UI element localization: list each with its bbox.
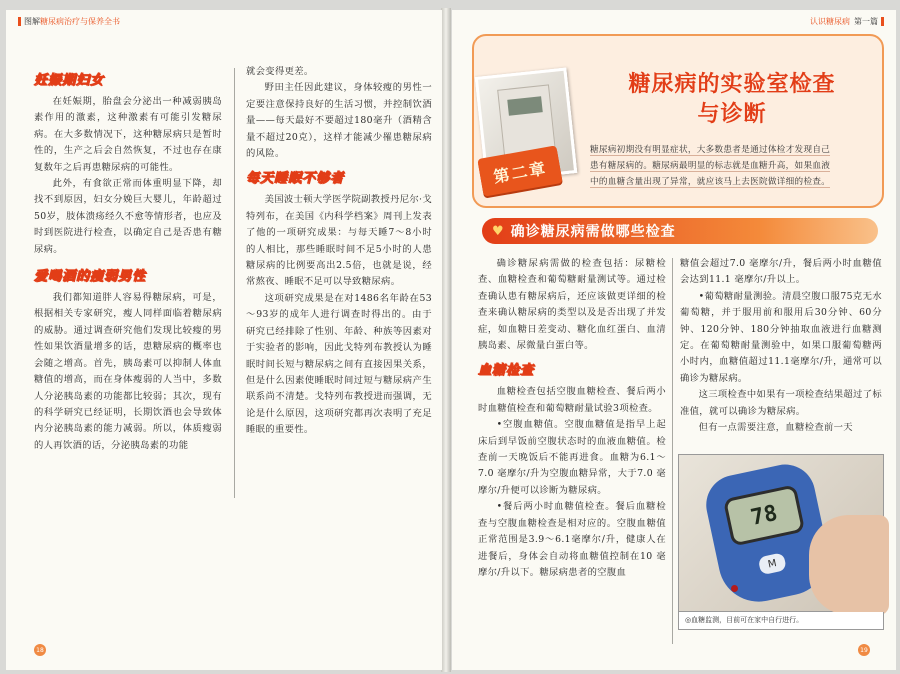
running-head-part: 第一篇 xyxy=(854,17,878,26)
paragraph: 野田主任因此建议，身体较瘦的男性一定要注意保持良好的生活习惯，并控制饮酒量——每天最好不要超过180毫升（酒精含量不超过20克），这样才能减少罹患糖尿病的风险。 xyxy=(246,82,432,160)
paragraph: 在妊娠期，胎盘会分泌出一种减弱胰岛素作用的激素，这种激素有可能引发糖尿病。在大多数情况下，这种糖尿病只是暂时性的，生产之后会自然恢复，不过也存在康复数年之后再患糖尿病的可能性。 xyxy=(34,96,222,173)
hand-image xyxy=(809,515,889,615)
paragraph: 但有一点需要注意，血糖检查前一天 xyxy=(698,422,853,434)
right-column-1 xyxy=(478,256,666,581)
paragraph: •葡萄糖耐量测验。清晨空腹口服75克无水葡萄糖，并于服用前和服用后30分钟、60分钟、120分钟、180分钟抽取血液进行血糖测定。在葡萄糖耐量测验中，如果口服葡萄糖两小时内，血糖值超过11.1毫摩尔/升，通常可以确诊为糖尿病。 xyxy=(680,290,882,384)
subheading-thin-male-drinkers: 爱喝酒的瘦弱男性 xyxy=(34,269,147,285)
running-head-marker xyxy=(881,17,884,26)
running-head-left xyxy=(18,16,120,27)
chapter-intro xyxy=(590,142,878,190)
meter-reading: 78 xyxy=(723,484,805,546)
left-page xyxy=(6,10,442,670)
paragraph: 确诊糖尿病需做的检查包括：尿糖检查、血糖检查和葡萄糖耐量测试等。通过检查确认患有糖尿病后，还应该做更详细的检查来确认糖尿病的类型以及是否出现了并发症，如血糖日差变动、糖化血红蛋白、血清胰岛素、尿微量白蛋白等。 xyxy=(478,258,666,352)
paragraph: 这项研究成果是在对1486名年龄在53～93岁的成年人进行调查时得出的。由于研究已经排除了性别、年龄、种族等因素对于实验者的影响，因此戈特列布教授认为睡眠时间长短与糖尿病之间有直接因果关系，但是什么因素使睡眠时间过短与糖尿病产生联系尚不清楚。戈特列布教授进而强调，无论是什么原因，这项研究都再次表明了充足睡眠的重要性。 xyxy=(246,292,432,436)
meter-button-label: M xyxy=(758,552,787,575)
chapter-banner xyxy=(472,34,884,208)
left-column-2 xyxy=(246,64,432,439)
column-divider xyxy=(234,68,235,498)
paragraph: 糖值会超过7.0 毫摩尔/升，餐后两小时血糖值会达到11.1 毫摩尔/升以上。 xyxy=(680,258,882,286)
right-column-2 xyxy=(680,256,882,436)
section-title: 确诊糖尿病需做哪些检查 xyxy=(510,224,676,240)
running-head-book-title: 糖尿病治疗与保养全书 xyxy=(40,17,120,26)
left-column-1 xyxy=(34,66,222,454)
running-head-right xyxy=(810,16,884,27)
chapter-title-line-2: 与诊断 xyxy=(697,102,767,127)
right-page xyxy=(452,10,896,670)
page-number-right: 19 xyxy=(858,644,870,656)
photo-caption: ◎血糖监测，目前可在家中自行进行。 xyxy=(678,612,884,630)
page-number-left: 18 xyxy=(34,644,46,656)
glucose-meter-photo xyxy=(678,454,884,612)
book-gutter xyxy=(441,8,451,672)
chapter-intro-line: 中的血糖含量出现了异常，就应该马上去医院做详细的检查。 xyxy=(590,177,831,187)
paragraph: 我们都知道胖人容易得糖尿病，可是，根据相关专家研究，瘦人同样面临着糖尿病的威胁。通过调查研究他们发现比较瘦的男性如果饮酒量增多的话，患糖尿病的概率也会随之增高。首先，胰岛素可以抑制人体血糖值的增高，而在身体瘦弱的人当中，多数人分泌胰岛素的功能都比较弱；其次，现有的科学研究已经证明，长期饮酒也会导致体内分泌胰岛素的能力减弱。所以，体质瘦弱的人再饮酒的话，分泌胰岛素的功能 xyxy=(34,292,222,451)
paragraph: 血糖检查包括空腹血糖检查、餐后两小时血糖值检查和葡萄糖耐量试验3项检查。 xyxy=(478,386,666,414)
paragraph: •空腹血糖值。空腹血糖值是指早上起床后到早饭前空腹状态时的血液血糖值。检查前一天晚饭后不能再进食。血糖为6.1～7.0 毫摩尔/升为空腹血糖异常，大于7.0 毫摩尔/升便可以诊断为糖尿病。 xyxy=(478,419,666,496)
chapter-intro-line: 患有糖尿病的。糖尿病最明显的标志就是血糖升高，如果血液 xyxy=(590,161,831,171)
paragraph: 美国波士顿大学医学院副教授丹尼尔·戈特列布，在美国《内科学档案》周刊上发表了他的一项研究成果：与每天睡7～8小时的人相比，那些睡眠时间不足5小时的人患糖尿病的比例要高出2.5倍，也就是说，经常熬夜、睡眠不足可以导致糖尿病。 xyxy=(246,194,432,288)
column-divider xyxy=(672,258,673,644)
chapter-title xyxy=(592,70,872,130)
subheading-pregnant-women: 妊娠期妇女 xyxy=(34,73,105,88)
paragraph: 就会变得更差。 xyxy=(246,66,314,77)
paragraph: 这三项检查中如果有一项检查结果超过了标准值，就可以确诊为糖尿病。 xyxy=(680,389,882,417)
chapter-title-line-1: 糖尿病的实验室检查 xyxy=(628,72,836,97)
paragraph: 此外，有食欲正常而体重明显下降，却找不到原因，妇女分娩巨大婴儿，年龄超过50岁，肢体溃疡经久不愈等情形者，也应及时到医院进行检查，以确定自己是否患有糖尿病。 xyxy=(34,178,222,255)
blood-drop-image xyxy=(731,585,738,592)
chapter-intro-line: 糖尿病初期没有明显症状，大多数患者是通过体检才发现自己 xyxy=(590,145,831,155)
subheading-blood-glucose-test: 血糖检查 xyxy=(478,363,535,379)
running-head-prefix: 图解 xyxy=(24,17,40,26)
paragraph: •餐后两小时血糖值检查。餐后血糖检查与空腹血糖检查是相对应的。空腹血糖值正常范围是3.9～6.1毫摩尔/升，健康人在进餐后，身体会自动将血糖值控制在10 毫摩尔/升以下。糖尿病患者的空腹血 xyxy=(478,501,666,578)
heart-icon: ♥ xyxy=(492,223,505,239)
running-head-section: 认识糖尿病 xyxy=(810,17,850,26)
section-title-bar xyxy=(482,218,878,244)
subheading-insufficient-sleep: 每天睡眠不够者 xyxy=(246,171,345,187)
chapter-badge: 第二章 xyxy=(477,145,562,196)
running-head-marker xyxy=(18,17,21,26)
